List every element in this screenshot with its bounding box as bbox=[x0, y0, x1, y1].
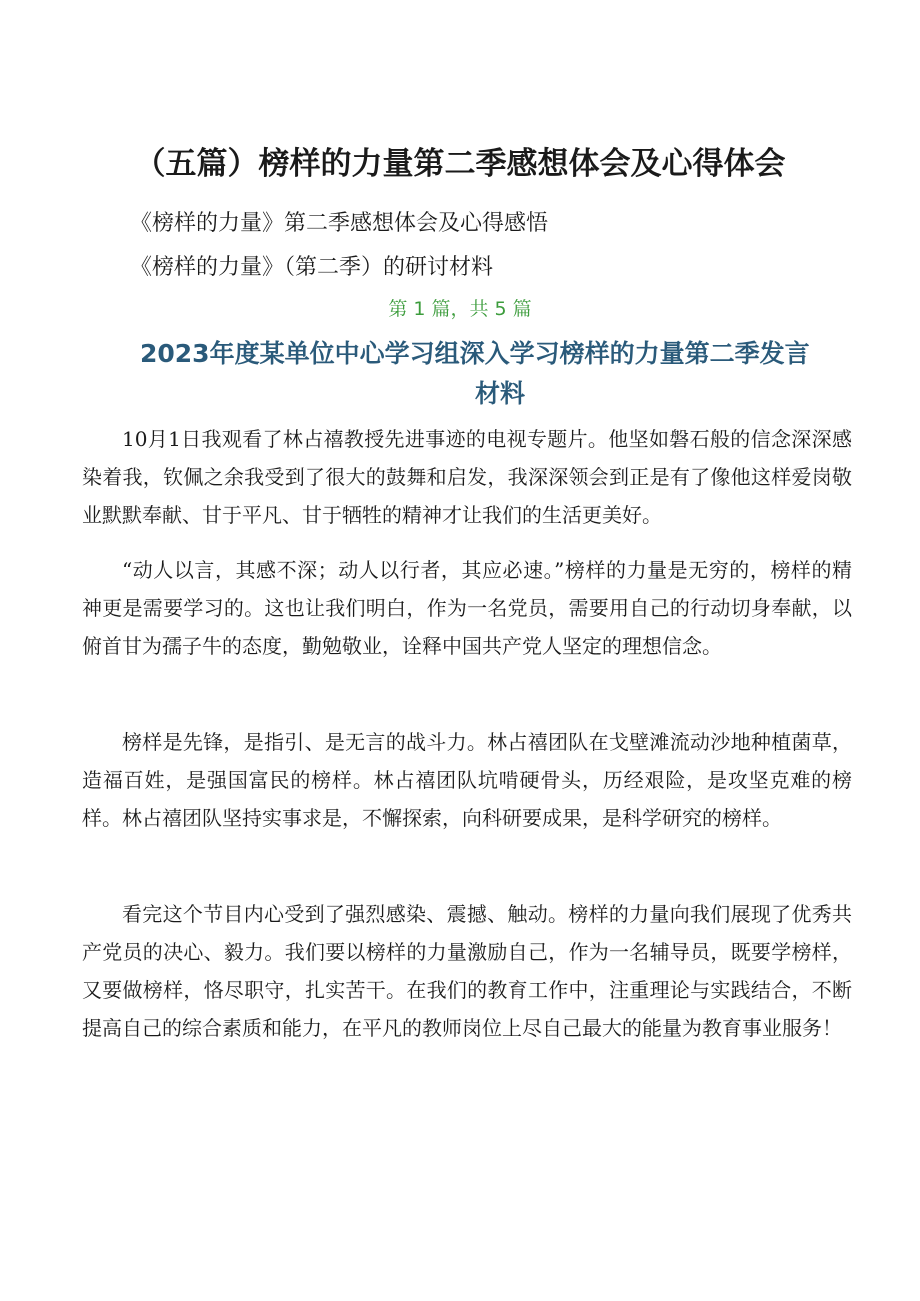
page-indicator: 第 1 篇，共 5 篇 bbox=[388, 298, 532, 320]
paragraph-4: 看完这个节目内心受到了强烈感染、震撼、触动。榜样的力量向我们展现了优秀共产党员的决心、毅力。我们要以榜样的力量激励自己，作为一名辅导员，既要学榜样，又要做榜样，恪尽职守，扎实苦干。在我们的教育工作中，注重理论与实践结合，不断提高自己的综合素质和能力，在平凡的教师岗位上尽自己最大的能量为教育事业服务！ bbox=[82, 902, 852, 1040]
article-title bbox=[140, 334, 860, 414]
paragraph-1: 10月1日我观看了林占禧教授先进事迹的电视专题片。他坚如磐石般的信念深深感染着我，钦佩之余我受到了很大的鼓舞和启发，我深深领会到正是有了像他这样爱岗敬业默默奉献、甘于平凡、甘于牺牲的精神才让我们的生活更美好。 bbox=[82, 427, 852, 527]
paragraph-2: “动人以言，其感不深；动人以行者，其应必速。”榜样的力量是无穷的，榜样的精神更是需要学习的。这也让我们明白，作为一名党员，需要用自己的行动切身奉献，以俯首甘为孺子牛的态度，勤勉敬业，诠释中国共产党人坚定的理想信念。 bbox=[82, 558, 852, 658]
page-title: （五篇）榜样的力量第二季感想体会及心得体会 bbox=[134, 146, 786, 182]
subtitle-2: 《榜样的力量》（第二季）的研讨材料 bbox=[130, 255, 494, 280]
article-title-line-1: 2023年度某单位中心学习组深入学习榜样的力量第二季发言 bbox=[140, 339, 810, 368]
article-title-line-2: 材料 bbox=[474, 379, 525, 408]
paragraph-3: 榜样是先锋，是指引、是无言的战斗力。林占禧团队在戈壁滩流动沙地种植菌草，造福百姓，是强国富民的榜样。林占禧团队坑啃硬骨头，历经艰险，是攻坚克难的榜样。林占禧团队坚持实事求是，不懈探索，向科研要成果，是科学研究的榜样。 bbox=[82, 730, 852, 830]
subtitle-1: 《榜样的力量》第二季感想体会及心得感悟 bbox=[130, 211, 549, 236]
